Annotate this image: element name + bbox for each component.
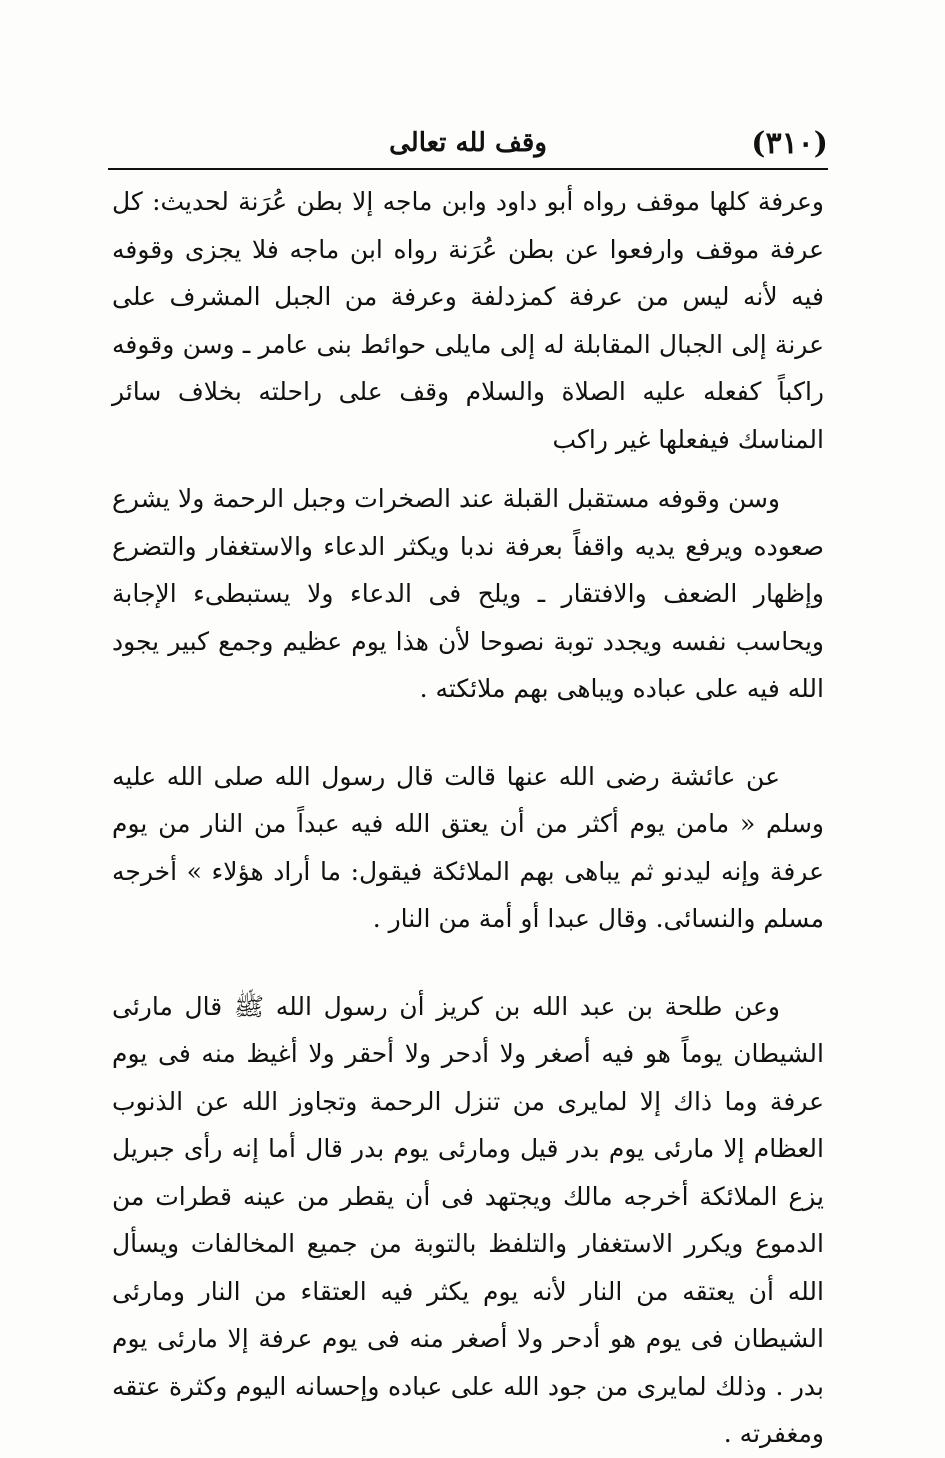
page-number: (٣١٠) (751, 126, 828, 161)
header-rule (108, 168, 828, 170)
paragraph-arafah-standing: وعرفة كلها موقف رواه أبو داود وابن ماجه إلا بطن عُرَنة لحديث: كل عرفة موقف وارفعوا عن بطن عُرَنة رواه ابن ماجه فلا يجزى وقوفه فيه لأنه ليس من عرفة كمزدلفة وعرفة من الجبل المشرف على عرنة إلى الجبال المقابلة له إلى مايلى حوائط بنى عامر ـ وسن وقوفه راكباً كفعله عليه الصلاة والسلام وقف على راحلته بخلاف سائر المناسك فيفعلها غير راكب (112, 187, 825, 454)
page-header (108, 120, 828, 170)
paragraph-gap (112, 463, 824, 475)
page-body (112, 178, 824, 1458)
paragraph-aisha-hadith: عن عائشة رضى الله عنها قالت قال رسول الله صلى الله عليه وسلم « مامن يوم أكثر من أن يعتق الله فيه عبداً من النار من يوم عرفة وإنه ليدنو ثم يباهى بهم الملائكة فيقول: ما أراد هؤلاء » أخرجه مسلم والنسائى. وقال عبدا أو أمة من النار . (112, 761, 824, 933)
paragraph-talha-hadith: وعن طلحة بن عبد الله بن كريز أن رسول الله ﷺ قال مارئى الشيطان يوماً هو فيه أصغر ولا أدحر ولا أحقر ولا أغيظ منه فى يوم عرفة وما ذاك إلا لمايرى من تنزل الرحمة وتجاوز الله عن الذنوب العظام إلا مارئى يوم بدر قيل ومارئى يوم بدر قال أما إنه رأى جبريل يزع الملائكة أخرجه مالك ويجتهد فى أن يقطر من عينه قطرات من الدموع ويكرر الاستغفار والتلفظ بالتوبة من جميع المخالفات ويسأل الله أن يعتقه من النار لأنه يوم يكثر فيه العتقاء من النار ومارئى الشيطان فى يوم هو أدحر ولا أصغر منه فى يوم عرفة إلا مارئى يوم بدر . وذلك لمايرى من جود الله على عباده وإحسانه اليوم وكثرة عتقه ومغفرته . (112, 991, 824, 1448)
paragraph-qibla-supplication: وسن وقوفه مستقبل القبلة عند الصخرات وجبل الرحمة ولا يشرع صعوده ويرفع يديه واقفاً بعرفة ندبا ويكثر الدعاء والاستغفار والتضرع وإظهار الضعف والافتقار ـ ويلح فى الدعاء ولا يستبطىء الإجابة ويحاسب نفسه ويجدد توبة نصوحا لأن هذا يوم عظيم وجمع كبير يجود الله فيه على عباده ويباهى بهم ملائكته . (112, 484, 824, 703)
paragraph-gap (112, 943, 824, 983)
running-title: وقف لله تعالى (389, 128, 547, 158)
paragraph-gap (112, 713, 824, 753)
